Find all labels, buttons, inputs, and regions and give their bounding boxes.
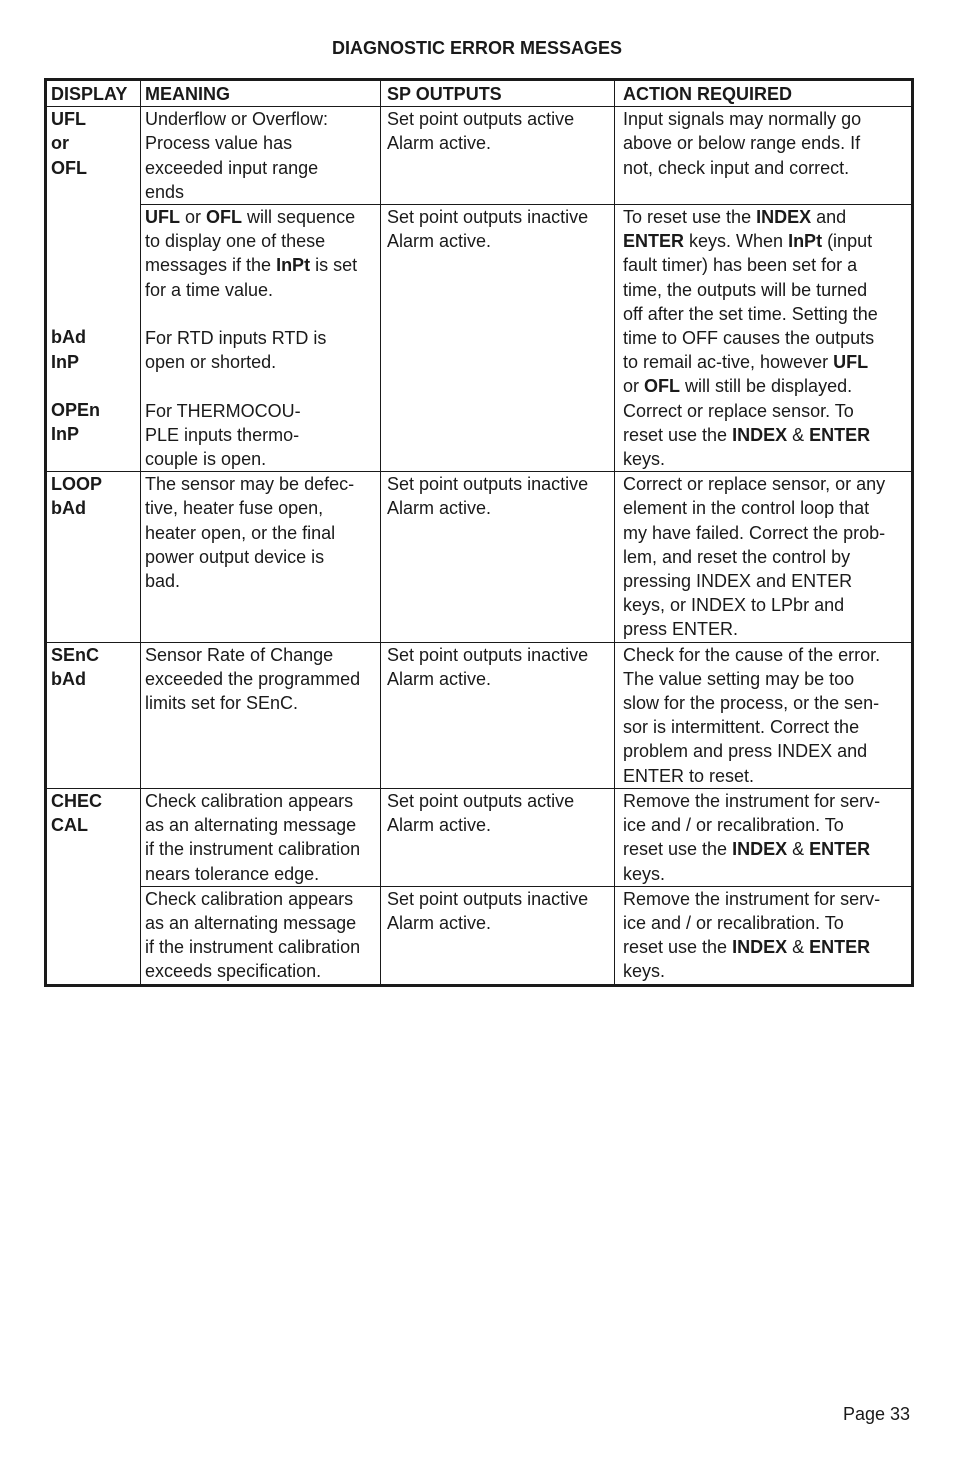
table-row [46,886,913,985]
meaning-cell: UFL or OFL will sequence to display one of these messages if the InPt is set for a time value. For RTD inputs RTD is open or shorted. For THERMOCOU- PLE inputs thermo- couple is open. [141,205,381,472]
header-sp-outputs: SP OUTPUTS [381,80,615,107]
action-cell: Remove the instrument for serv- ice and / or recalibration. To reset use the INDEX & ENTER keys. [615,886,913,985]
meaning-cell: Check calibration appears as an alternating message if the instrument calibration exceeds specification. [141,886,381,985]
action-cell: Correct or replace sensor, or any element in the control loop that my have failed. Correct the prob- lem, and reset the control by pressing INDEX and ENTER keys, or INDEX to LPbr and press ENTER. [615,472,913,642]
sp-outputs-cell: Set point outputs inactive Alarm active. [381,205,615,472]
table-header-row [46,80,913,107]
table-row [46,642,913,788]
display-cell: SEnC bAd [46,642,141,788]
meaning-cell: Check calibration appears as an alternating message if the instrument calibration nears tolerance edge. [141,788,381,886]
diagnostic-error-table [44,78,914,987]
action-cell: To reset use the INDEX and ENTER keys. When InPt (input fault timer) has been set for a time, the outputs will be turned off after the set time. Setting the time to OFF causes the outputs to remail ac-tive, however UFL or OFL will still be displayed. Correct or replace sensor. To reset use the INDEX & ENTER keys. [615,205,913,472]
table-row [46,107,913,205]
header-display: DISPLAY [46,80,141,107]
header-action-required: ACTION REQUIRED [615,80,913,107]
page-title: DIAGNOSTIC ERROR MESSAGES [331,38,623,58]
action-cell: Check for the cause of the error. The value setting may be too slow for the process, or the sen- sor is intermittent. Correct the problem and press INDEX and ENTER to reset. [615,642,913,788]
table-row [46,788,913,886]
display-cell: UFL or OFL [46,107,141,205]
display-cell [46,886,141,985]
table-row [46,472,913,642]
meaning-cell: Underflow or Overflow: Process value has exceeded input range ends [141,107,381,205]
sp-outputs-cell: Set point outputs active Alarm active. [381,107,615,205]
page-number: Page 33 [842,1404,910,1424]
sp-outputs-cell: Set point outputs inactive Alarm active. [381,472,615,642]
meaning-cell: Sensor Rate of Change exceeded the programmed limits set for SEnC. [141,642,381,788]
display-cell: CHEC CAL [46,788,141,886]
display-cell: bAd InP OPEn InP [46,205,141,472]
sp-outputs-cell: Set point outputs active Alarm active. [381,788,615,886]
action-cell: Remove the instrument for serv- ice and / or recalibration. To reset use the INDEX & ENTER keys. [615,788,913,886]
table-row [46,205,913,472]
meaning-cell: The sensor may be defec- tive, heater fuse open, heater open, or the final power output device is bad. [141,472,381,642]
sp-outputs-cell: Set point outputs inactive Alarm active. [381,886,615,985]
sp-outputs-cell: Set point outputs inactive Alarm active. [381,642,615,788]
action-cell: Input signals may normally go above or below range ends. If not, check input and correct. [615,107,913,205]
header-meaning: MEANING [141,80,381,107]
display-cell: LOOP bAd [46,472,141,642]
